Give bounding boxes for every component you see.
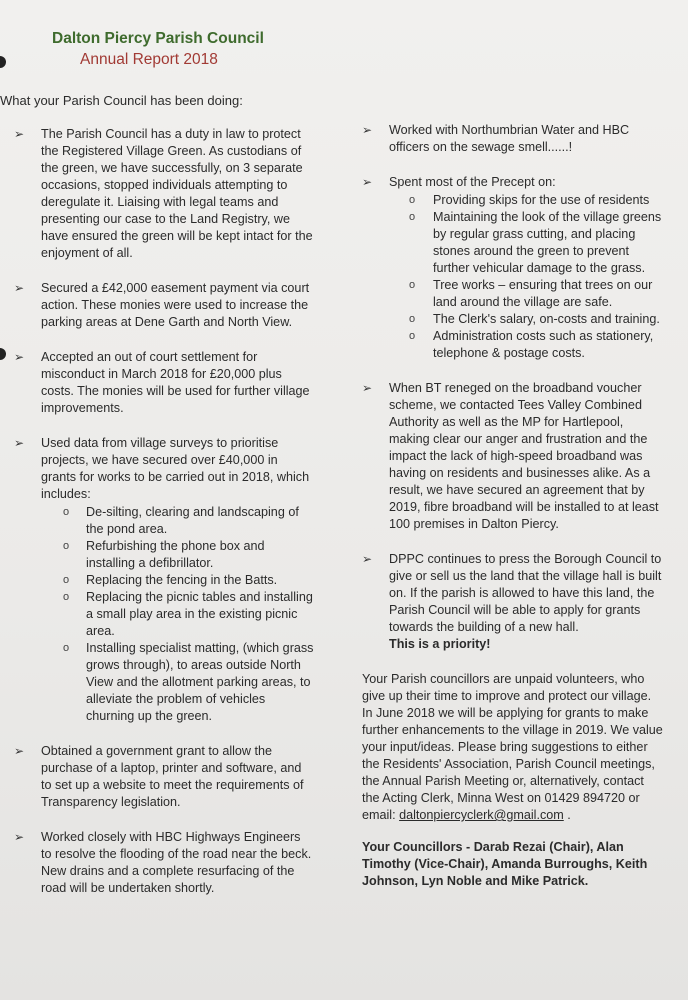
item-text: When BT reneged on the broadband voucher scheme, we contacted Tees Valley Combined Authority as well as the MP for Hartlepool, making clear our anger and frustration and the impact the lack of high-speed broadband was having on residents and businesses alike. As a result, we have secured an agreement that by 2019, fibre broadband will be installed to at least 100 premises in Dalton Piercy. xyxy=(389,381,659,531)
arrowhead-bullet-icon: ➢ xyxy=(14,281,25,295)
email-label: email: xyxy=(362,808,400,822)
item-text: Worked closely with HBC Highways Engineers to resolve the flooding of the road near the beck. New drains and a complete resurfacing of the road will be undertaken shortly. xyxy=(41,830,312,895)
intro-heading: What your Parish Council has been doing: xyxy=(0,93,243,108)
punch-hole-middle xyxy=(0,348,6,360)
hollow-circle-bullet-icon: o xyxy=(63,506,70,518)
list-item xyxy=(14,435,314,725)
hollow-circle-bullet-icon: o xyxy=(409,313,416,325)
precept-spending-list xyxy=(389,192,664,362)
list-item xyxy=(362,122,664,156)
report-subtitle: Annual Report 2018 xyxy=(80,51,218,68)
arrowhead-bullet-icon: ➢ xyxy=(362,175,373,189)
list-item xyxy=(14,743,314,811)
right-column xyxy=(362,122,664,905)
arrowhead-bullet-icon: ➢ xyxy=(14,436,25,450)
punch-hole-top xyxy=(0,56,6,68)
arrowhead-bullet-icon: ➢ xyxy=(14,830,25,844)
item-text: The Parish Council has a duty in law to protect the Registered Village Green. As custodians of the green, we have successfully, on 3 separate occasions, stopped individuals attempting to deregulate it. Liaising with legal teams and presenting our case to the Land Registry, we have ensured the green will be kept intact for the enjoyment of all. xyxy=(41,127,313,260)
sub-list-item: o De-silting, clearing and landscaping of the pond area. xyxy=(63,505,299,536)
list-item xyxy=(14,280,314,331)
priority-statement: This is a priority! xyxy=(389,637,491,651)
item-text: Accepted an out of court settlement for misconduct in March 2018 for £20,000 plus costs. The monies will be used for further village improvements. xyxy=(41,350,310,415)
closing-text: Your Parish councillors are unpaid volunteers, who give up their time to improve and protect our village. In June 2018 we will be applying for grants to make further enhancements to the village in 2019. We value your input/ideas. Please bring suggestions to either the Residents' Association, Parish Council meetings, the Annual Parish Meeting or, alternatively, contact the Acting Clerk, Minna West on 01429 894720 or xyxy=(362,672,663,805)
list-item xyxy=(14,829,314,897)
arrowhead-bullet-icon: ➢ xyxy=(14,350,25,364)
hollow-circle-bullet-icon: o xyxy=(63,642,70,654)
hollow-circle-bullet-icon: o xyxy=(409,194,416,206)
sub-list-item: o Replacing the picnic tables and installing a small play area in the existing picnic area. xyxy=(63,590,313,638)
sub-list-item: o Refurbishing the phone box and installing a defibrillator. xyxy=(63,539,265,570)
councillors-list: Your Councillors - Darab Rezai (Chair), Alan Timothy (Vice-Chair), Amanda Burroughs, Keith Johnson, Lyn Noble and Mike Patrick. xyxy=(362,840,648,888)
arrowhead-bullet-icon: ➢ xyxy=(362,552,373,566)
sub-list-item: o Providing skips for the use of residents xyxy=(409,193,650,207)
arrowhead-bullet-icon: ➢ xyxy=(362,123,373,137)
hollow-circle-bullet-icon: o xyxy=(63,591,70,603)
list-item xyxy=(362,174,664,362)
sub-list-item: o Administration costs such as stationery, telephone & postage costs. xyxy=(409,329,654,360)
list-item xyxy=(14,126,314,262)
volunteers-paragraph: Your Parish councillors are unpaid volunteers, who give up their time to improve and protect our village. In June 2018 we will be applying for grants to make further enhancements to the village in 2019. We value your input/ideas. Please bring suggestions to either the Residents' Association, Parish Council meetings, the Annual Parish Meeting or, alternatively, contact the Acting Clerk, Minna West on 01429 894720 or email: daltonpiercyclerk@gmail.com . xyxy=(362,672,663,822)
arrowhead-bullet-icon: ➢ xyxy=(14,744,25,758)
sub-list-item: o Tree works – ensuring that trees on our land around the village are safe. xyxy=(409,278,653,309)
item-text: Worked with Northumbrian Water and HBC officers on the sewage smell......! xyxy=(389,123,630,154)
left-column xyxy=(14,126,314,915)
item-text: Used data from village surveys to prioritise projects, we have secured over £40,000 in grants for works to be carried out in 2018, which includes: xyxy=(41,436,310,501)
arrowhead-bullet-icon: ➢ xyxy=(14,127,25,141)
hollow-circle-bullet-icon: o xyxy=(409,279,416,291)
sub-list-item: o Replacing the fencing in the Batts. xyxy=(63,573,278,587)
list-item xyxy=(362,380,664,533)
arrowhead-bullet-icon: ➢ xyxy=(362,381,373,395)
item-text: DPPC continues to press the Borough Council to give or sell us the land that the village hall is built on. If the parish is allowed to have this land, the Parish Council will be able to apply for grants towards the building of a new hall. xyxy=(389,552,662,634)
list-item xyxy=(362,551,664,653)
hollow-circle-bullet-icon: o xyxy=(63,540,70,552)
hollow-circle-bullet-icon: o xyxy=(409,211,416,223)
item-text: Secured a £42,000 easement payment via court action. These monies were used to increase the parking areas at Dene Garth and North View. xyxy=(41,281,310,329)
sub-list-item: o The Clerk's salary, on-costs and training. xyxy=(409,312,660,326)
item-text: Spent most of the Precept on: xyxy=(389,175,556,189)
sub-list-item: o Installing specialist matting, (which grass grows through), to areas outside North View and the allotment parking areas, to alleviate the problem of vehicles churning up the green. xyxy=(63,641,314,723)
item-text: Obtained a government grant to allow the purchase of a laptop, printer and software, and to set up a website to meet the requirements of Transparency legislation. xyxy=(41,744,304,809)
clerk-email-link[interactable]: daltonpiercyclerk@gmail.com xyxy=(399,808,564,822)
hollow-circle-bullet-icon: o xyxy=(63,574,70,586)
list-item xyxy=(14,349,314,417)
sub-list-item: o Maintaining the look of the village greens by regular grass cutting, and placing stones around the green to prevent further vehicular damage to the grass. xyxy=(409,210,662,275)
hollow-circle-bullet-icon: o xyxy=(409,330,416,342)
council-title: Dalton Piercy Parish Council xyxy=(52,30,264,47)
grant-works-list xyxy=(41,504,314,725)
